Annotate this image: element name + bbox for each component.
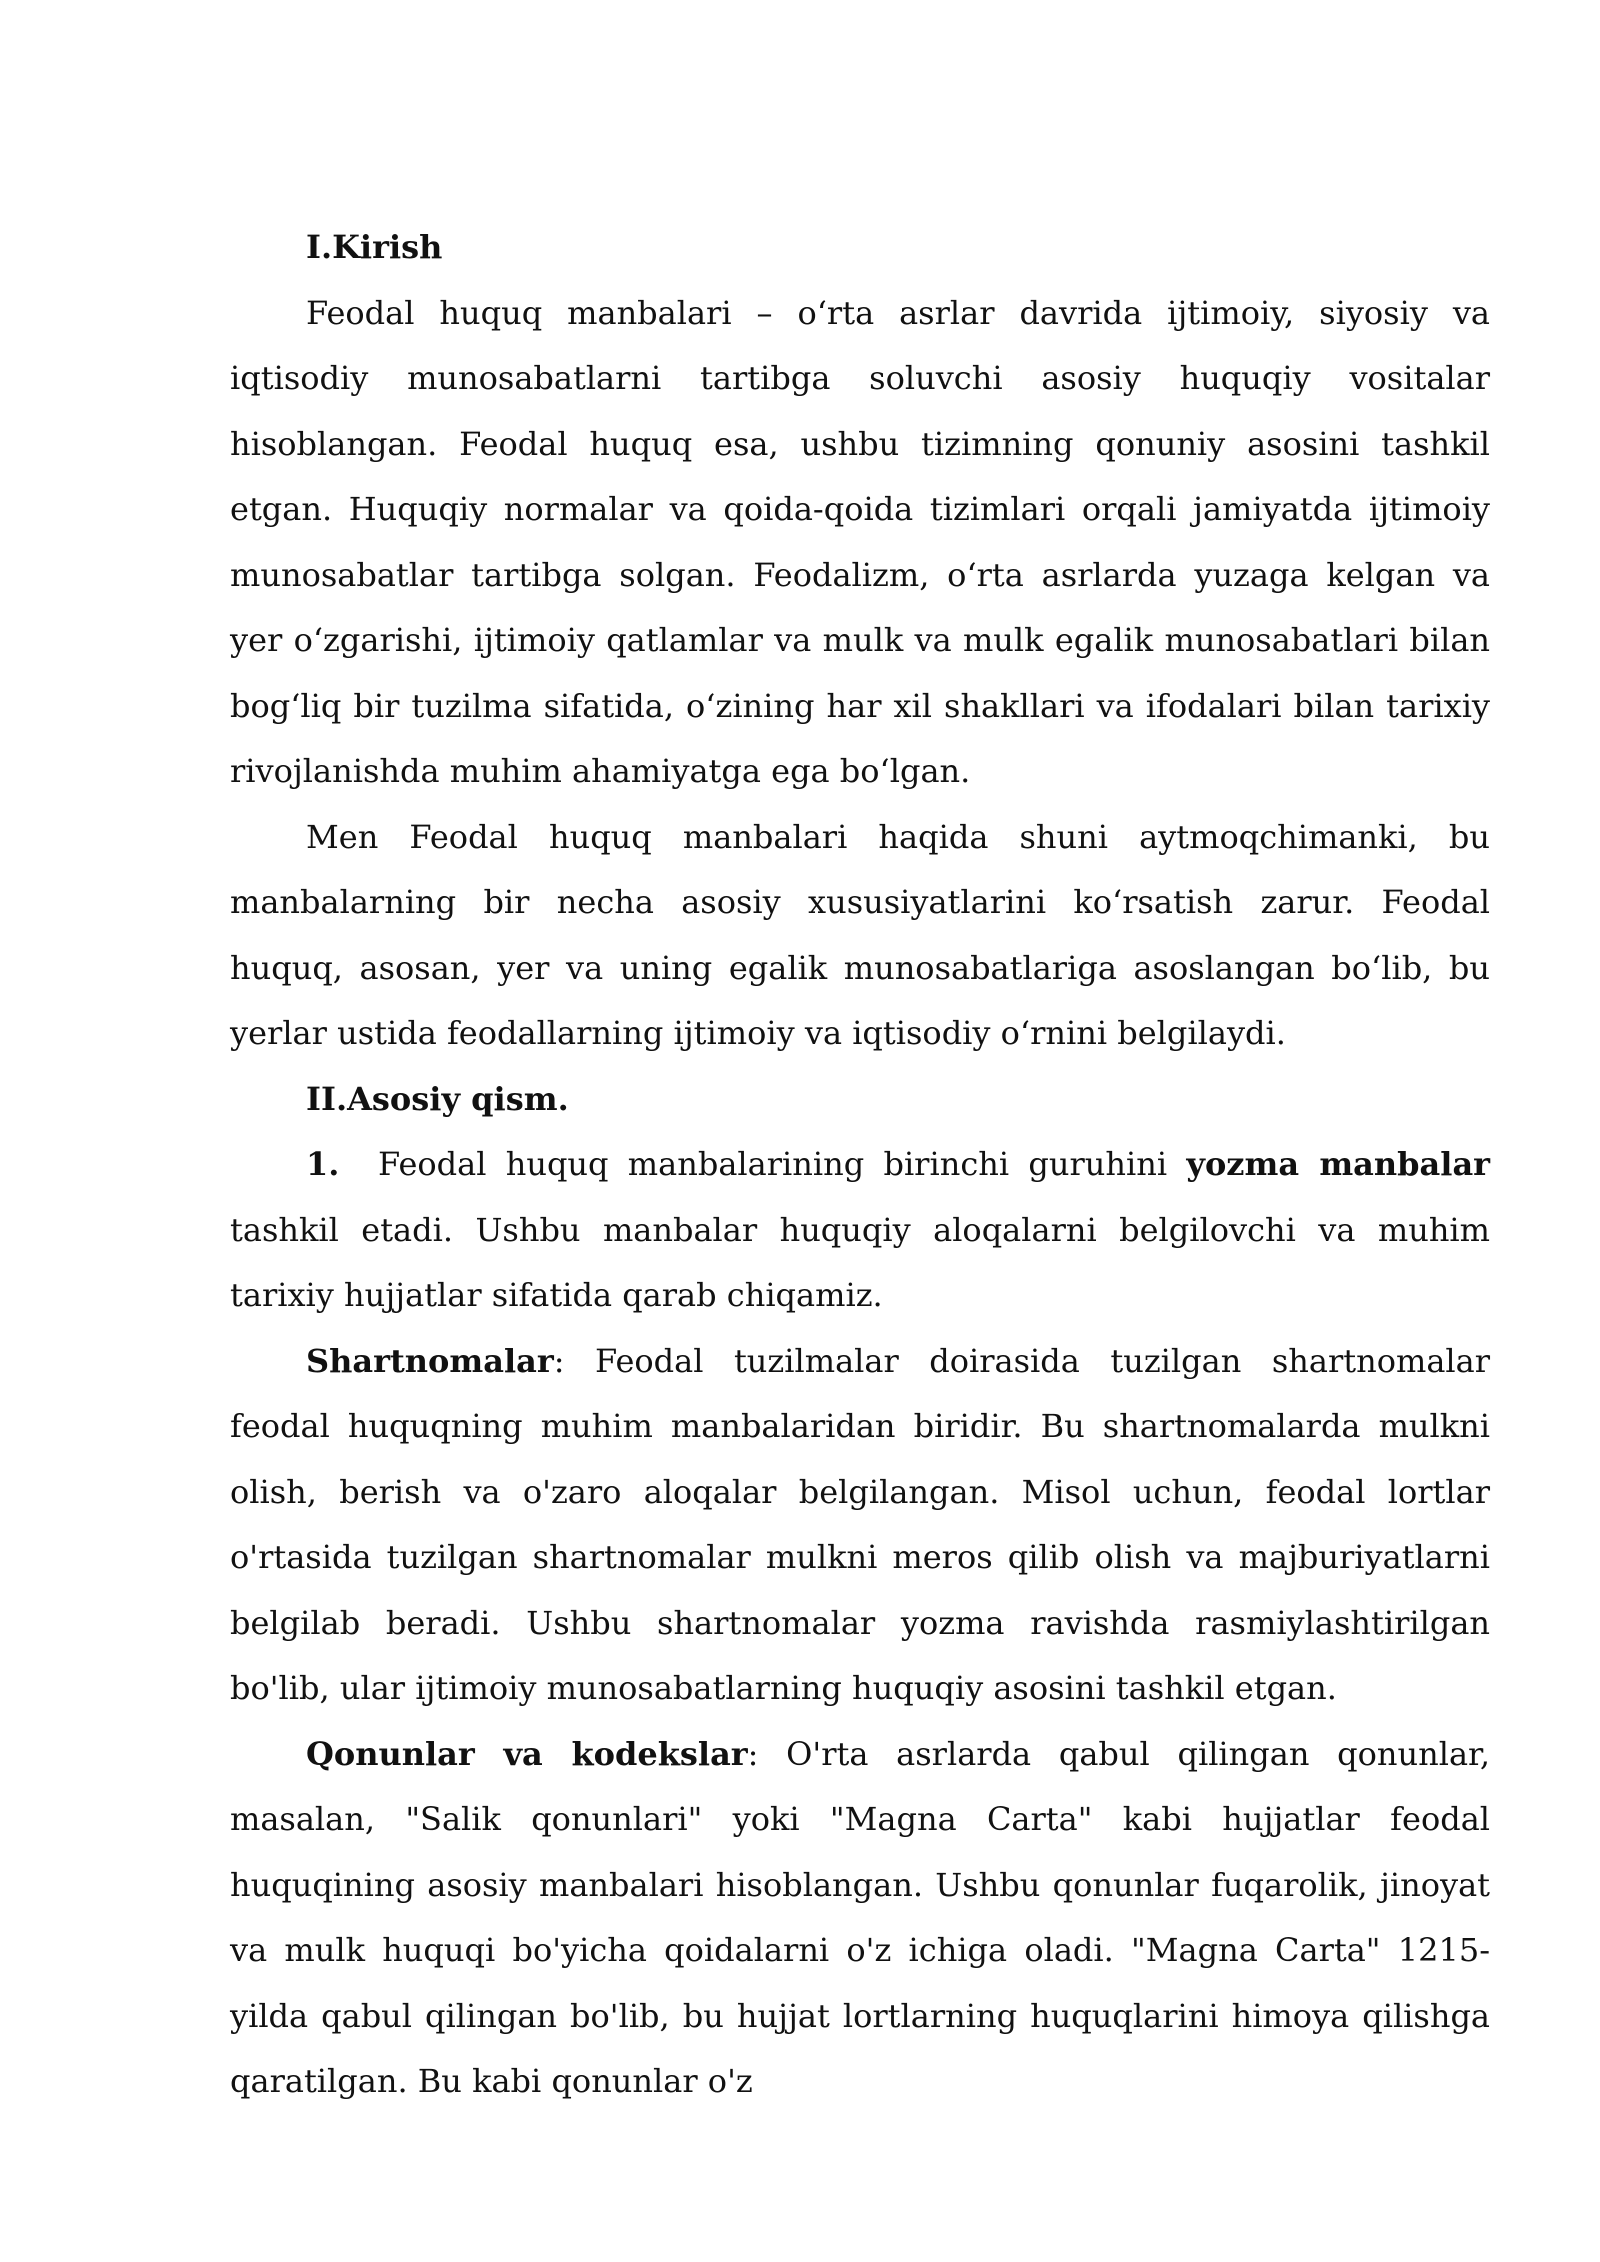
section-1-number: 1. — [306, 1145, 340, 1183]
heading-main: II.Asosiy qism. — [306, 1079, 569, 1118]
section-1-bold-term: yozma manbalar — [1186, 1145, 1491, 1183]
intro-paragraph-1: Feodal huquq manbalari – o‘rta asrlar davrida ijtimoiy, siyosiy va iqtisodiy munosabatlarni tartibga soluvchi asosiy huquqiy vositalar hisoblangan. Feodal huquq esa, ushbu tizimning qonuniy asosini tashkil etgan. Huquqiy normalar va qoida-qoida tizimlari orqali jamiyatda ijtimoiy munosabatlar tartibga solgan. Feodalizm, o‘rta asrlarda yuzaga kelgan va yer o‘zgarishi, ijtimoiy qatlamlar va mulk va mulk egalik munosabatlari bilan bog‘liq bir tuzilma sifatida, o‘zining har xil shakllari va ifodalari bilan tarixiy rivojlanishda muhim ahamiyatga ega bo‘lgan. — [230, 293, 1490, 790]
shartnomalar-paragraph — [230, 1329, 1490, 1722]
section-1-text-before: Feodal huquq manbalarining birinchi guruhini — [377, 1145, 1168, 1183]
heading-intro: I.Kirish — [306, 228, 443, 266]
section-1-paragraph — [230, 1132, 1490, 1329]
shartnomalar-term: Shartnomalar — [306, 1341, 554, 1380]
document-body — [230, 215, 1490, 2115]
qonunlar-term: Qonunlar va kodekslar — [306, 1734, 748, 1773]
qonunlar-paragraph — [230, 1722, 1490, 2115]
section-1-text-after: tashkil etadi. Ushbu manbalar huquqiy aloqalarni belgilovchi va muhim tarixiy hujjatlar sifatida qarab chiqamiz. — [230, 1210, 1490, 1314]
shartnomalar-text: : Feodal tuzilmalar doirasida tuzilgan shartnomalar feodal huquqning muhim manbalaridan biridir. Bu shartnomalarda mulkni olish, berish va o'zaro aloqalar belgilangan. Misol uchun, feodal lortlar o'rtasida tuzilgan shartnomalar mulkni meros qilib olish va majburiyatlarni belgilab beradi. Ushbu shartnomalar yozma ravishda rasmiylashtirilgan bo'lib, ular ijtimoiy munosabatlarning huquqiy asosini tashkil etgan. — [230, 1341, 1490, 1707]
qonunlar-text: : O'rta asrlarda qabul qilingan qonunlar, masalan, "Salik qonunlari" yoki "Magna Carta" kabi hujjatlar feodal huquqining asosiy manbalari hisoblangan. Ushbu qonunlar fuqarolik, jinoyat va mulk huquqi bo'yicha qoidalarni o'z ichiga oladi. "Magna Carta" 1215-yilda qabul qilingan bo'lib, bu hujjat lortlarning huquqlarini himoya qilishga qaratilgan. Bu kabi qonunlar o'z — [230, 1734, 1491, 2100]
intro-paragraph-2: Men Feodal huquq manbalari haqida shuni aytmoqchimanki, bu manbalarning bir necha asosiy xususiyatlarini ko‘rsatish zarur. Feodal huquq, asosan, yer va uning egalik munosabatlariga asoslangan bo‘lib, bu yerlar ustida feodallarning ijtimoiy va iqtisodiy o‘rnini belgilaydi. — [230, 817, 1490, 1052]
